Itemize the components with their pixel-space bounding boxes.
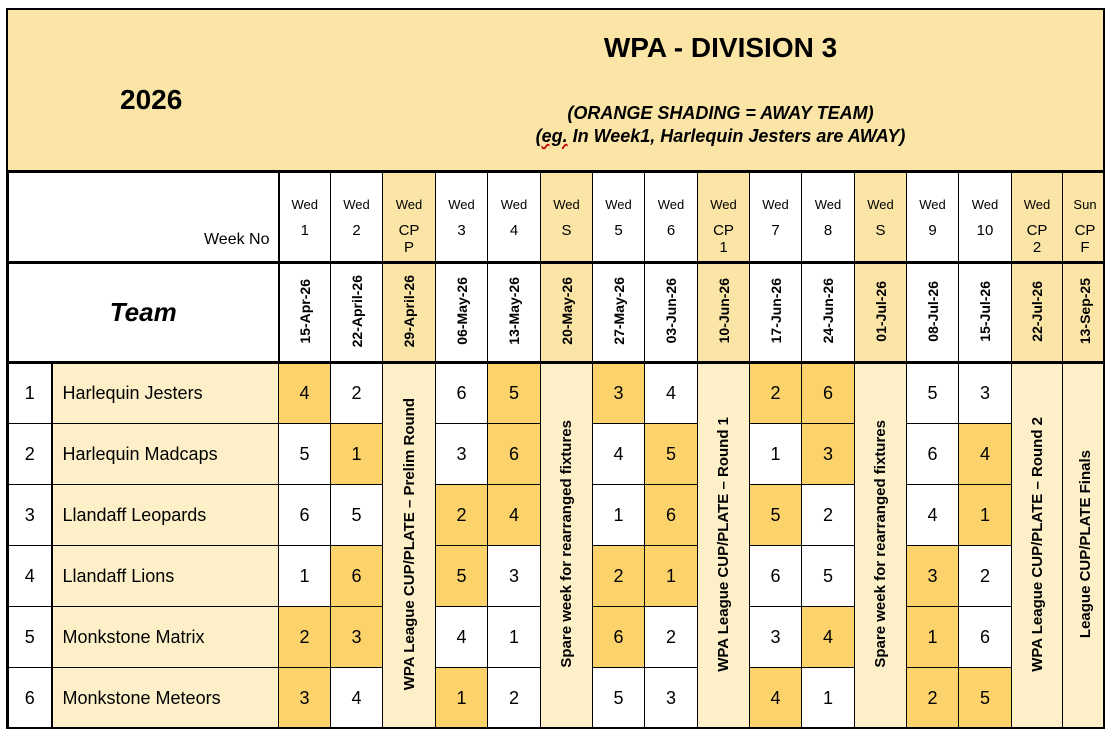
fixture-date: 15-Jul-26 (977, 280, 993, 342)
week-number-line: 10 (976, 221, 994, 239)
opponent-cell: 1 (645, 546, 698, 607)
weekday-cell: Wed (959, 173, 1012, 218)
fixture-date-cell (645, 263, 698, 363)
fixture-date-cell (750, 263, 802, 363)
opponent-cell: 1 (279, 546, 331, 607)
weekday-cell: Sun (1063, 173, 1106, 218)
fixture-date: 29-April-26 (401, 274, 417, 348)
header-banner (8, 10, 1103, 172)
opponent-cell: 2 (802, 485, 855, 546)
opponent-cell: 2 (279, 607, 331, 668)
header-blank-cell (9, 173, 279, 218)
team-row (9, 363, 1106, 424)
week-number-line: S (561, 221, 572, 239)
date-row (9, 263, 1106, 363)
opponent-cell: 5 (907, 363, 959, 424)
opponent-cell: 5 (279, 424, 331, 485)
opponent-cell: 3 (645, 668, 698, 729)
week-number-row (9, 218, 1106, 263)
fixture-date: 27-May-26 (610, 277, 627, 345)
fixture-date-cell (1063, 263, 1106, 363)
opponent-cell: 3 (331, 607, 383, 668)
opponent-cell: 2 (959, 546, 1012, 607)
fixture-date: 22-April-26 (348, 274, 365, 348)
weekday-cell: Wed (1012, 173, 1063, 218)
team-name: Monkstone Meteors (52, 668, 279, 729)
opponent-cell: 4 (436, 607, 488, 668)
opponent-cell: 6 (436, 363, 488, 424)
fixture-date: 15-Apr-26 (296, 278, 313, 344)
opponent-cell: 5 (645, 424, 698, 485)
team-name: Harlequin Madcaps (52, 424, 279, 485)
fixture-date-cell (959, 263, 1012, 363)
fixture-date-cell (855, 263, 907, 363)
opponent-cell: 4 (907, 485, 959, 546)
opponent-cell: 6 (750, 546, 802, 607)
team-number: 2 (9, 424, 52, 485)
week-number-cell (488, 218, 541, 263)
opponent-cell: 6 (331, 546, 383, 607)
fixture-table (8, 172, 1105, 729)
opponent-cell: 6 (645, 485, 698, 546)
fixture-date-cell (331, 263, 383, 363)
opponent-cell: 3 (279, 668, 331, 729)
opponent-cell: 5 (802, 546, 855, 607)
fixture-date-cell (1012, 263, 1063, 363)
fixture-date: 22-Jul-26 (1029, 280, 1045, 342)
opponent-cell: 1 (436, 668, 488, 729)
fixture-date-cell (436, 263, 488, 363)
opponent-cell: 1 (907, 607, 959, 668)
weekday-cell: Wed (541, 173, 593, 218)
week-number-line: S (875, 221, 886, 239)
opponent-cell: 6 (907, 424, 959, 485)
opponent-cell: 4 (488, 485, 541, 546)
fixture-date: 13-May-26 (506, 277, 522, 345)
special-week-label: WPA League CUP/PLATE – Prelim Round (400, 397, 418, 691)
fixture-date: 03-Jun-26 (663, 278, 679, 344)
fixture-date-cell (541, 263, 593, 363)
example-note-eg: eg. (541, 126, 568, 146)
week-number-line: CP (713, 221, 734, 239)
special-week-label: Spare week for rearranged fixtures (558, 420, 575, 668)
special-week-label: Spare week for rearranged fixtures (872, 420, 889, 668)
weekday-cell: Wed (698, 173, 750, 218)
weekday-cell: Wed (436, 173, 488, 218)
week-number-cell (959, 218, 1012, 263)
opponent-cell: 3 (907, 546, 959, 607)
opponent-cell: 5 (488, 363, 541, 424)
opponent-cell: 2 (907, 668, 959, 729)
opponent-cell: 5 (750, 485, 802, 546)
opponent-cell: 2 (645, 607, 698, 668)
opponent-cell: 6 (279, 485, 331, 546)
weekday-cell: Wed (855, 173, 907, 218)
weekday-cell: Wed (593, 173, 645, 218)
week-number-cell (1063, 218, 1106, 263)
week-number-cell (279, 218, 331, 263)
schedule-frame (6, 8, 1105, 729)
opponent-cell: 4 (959, 424, 1012, 485)
opponent-cell: 2 (436, 485, 488, 546)
special-week-cell (383, 363, 436, 729)
opponent-cell: 5 (436, 546, 488, 607)
team-number: 6 (9, 668, 52, 729)
week-number-line: CP (398, 221, 420, 239)
opponent-cell: 4 (802, 607, 855, 668)
team-number: 4 (9, 546, 52, 607)
division-title: WPA - DIVISION 3 (603, 32, 838, 63)
special-week-cell (1063, 363, 1106, 729)
team-name: Harlequin Jesters (52, 363, 279, 424)
opponent-cell: 5 (331, 485, 383, 546)
example-note-text: In Week1, Harlequin Jesters are AWAY) (567, 126, 906, 146)
week-number-cell (750, 218, 802, 263)
week-number-line: P (403, 238, 414, 256)
fixture-date-cell (907, 263, 959, 363)
special-week-cell (855, 363, 907, 729)
opponent-cell: 1 (750, 424, 802, 485)
week-number-cell (1012, 218, 1063, 263)
weekday-cell: Wed (645, 173, 698, 218)
shading-note: (ORANGE SHADING = AWAY TEAM) (567, 103, 874, 123)
special-week-cell (698, 363, 750, 729)
week-number-line: 4 (509, 221, 519, 239)
special-week-label: WPA League CUP/PLATE – Round 2 (1028, 416, 1046, 672)
week-number-cell (436, 218, 488, 263)
weekday-cell: Wed (907, 173, 959, 218)
week-no-label: Week No (9, 218, 279, 263)
fixture-date: 24-Jun-26 (820, 278, 836, 344)
fixture-date: 06-May-26 (453, 277, 470, 345)
fixture-date-cell (593, 263, 645, 363)
opponent-cell: 4 (645, 363, 698, 424)
opponent-cell: 3 (488, 546, 541, 607)
team-number: 3 (9, 485, 52, 546)
special-week-cell (1012, 363, 1063, 729)
week-number-line: CP (1074, 221, 1096, 239)
day-row (9, 173, 1106, 218)
opponent-cell: 2 (488, 668, 541, 729)
opponent-cell: 4 (593, 424, 645, 485)
fixture-date: 20-May-26 (558, 277, 575, 345)
week-number-line: 9 (928, 221, 937, 239)
opponent-cell: 1 (802, 668, 855, 729)
week-number-cell (383, 218, 436, 263)
opponent-cell: 4 (331, 668, 383, 729)
opponent-cell: 3 (593, 363, 645, 424)
team-column-heading: Team (9, 263, 279, 363)
weekday-cell: Wed (750, 173, 802, 218)
opponent-cell: 1 (331, 424, 383, 485)
week-number-line: CP (1026, 221, 1048, 239)
week-number-line: 3 (457, 221, 466, 239)
weekday-cell: Wed (802, 173, 855, 218)
week-number-cell (802, 218, 855, 263)
fixture-date-cell (383, 263, 436, 363)
opponent-cell: 3 (959, 363, 1012, 424)
week-number-line: 7 (771, 221, 780, 239)
fixture-date: 01-Jul-26 (872, 280, 889, 342)
week-number-line: 1 (719, 238, 728, 256)
week-number-line: F (1080, 238, 1090, 256)
fixture-date: 08-Jul-26 (924, 280, 941, 342)
fixture-date-cell (802, 263, 855, 363)
weekday-cell: Wed (488, 173, 541, 218)
opponent-cell: 3 (436, 424, 488, 485)
opponent-cell: 2 (750, 363, 802, 424)
opponent-cell: 5 (593, 668, 645, 729)
opponent-cell: 3 (750, 607, 802, 668)
fixture-date-cell (488, 263, 541, 363)
team-name: Llandaff Lions (52, 546, 279, 607)
week-number-cell (907, 218, 959, 263)
opponent-cell: 2 (331, 363, 383, 424)
opponent-cell: 6 (802, 363, 855, 424)
weekday-cell: Wed (279, 173, 331, 218)
fixture-date: 17-Jun-26 (767, 278, 784, 344)
weekday-cell: Wed (383, 173, 436, 218)
opponent-cell: 6 (593, 607, 645, 668)
week-number-cell (593, 218, 645, 263)
special-week-cell (541, 363, 593, 729)
opponent-cell: 4 (750, 668, 802, 729)
fixture-date: 13-Sep-25 (1077, 277, 1093, 345)
week-number-line: 2 (352, 221, 361, 239)
special-week-label: WPA League CUP/PLATE – Round 1 (715, 416, 732, 672)
week-number-cell (698, 218, 750, 263)
fixture-date-cell (279, 263, 331, 363)
team-number: 1 (9, 363, 52, 424)
team-name: Monkstone Matrix (52, 607, 279, 668)
opponent-cell: 3 (802, 424, 855, 485)
team-number: 5 (9, 607, 52, 668)
opponent-cell: 5 (959, 668, 1012, 729)
opponent-cell: 6 (959, 607, 1012, 668)
week-number-line: 8 (823, 221, 833, 239)
team-name: Llandaff Leopards (52, 485, 279, 546)
opponent-cell: 4 (279, 363, 331, 424)
opponent-cell: 1 (488, 607, 541, 668)
week-number-cell (645, 218, 698, 263)
fixture-date-cell (698, 263, 750, 363)
example-note-prefix: ( (535, 126, 542, 146)
example-note (8, 126, 1103, 147)
week-number-cell (331, 218, 383, 263)
opponent-cell: 1 (959, 485, 1012, 546)
opponent-cell: 6 (488, 424, 541, 485)
weekday-cell: Wed (331, 173, 383, 218)
opponent-cell: 1 (593, 485, 645, 546)
week-number-line: 1 (300, 221, 309, 239)
week-number-line: 6 (666, 221, 676, 239)
week-number-cell (541, 218, 593, 263)
week-number-cell (855, 218, 907, 263)
opponent-cell: 2 (593, 546, 645, 607)
week-number-line: 2 (1032, 238, 1042, 256)
week-number-line: 5 (614, 221, 623, 239)
season-year: 2026 (120, 84, 183, 115)
special-week-label: League CUP/PLATE Finals (1076, 449, 1094, 639)
fixture-date: 10-Jun-26 (715, 278, 732, 344)
